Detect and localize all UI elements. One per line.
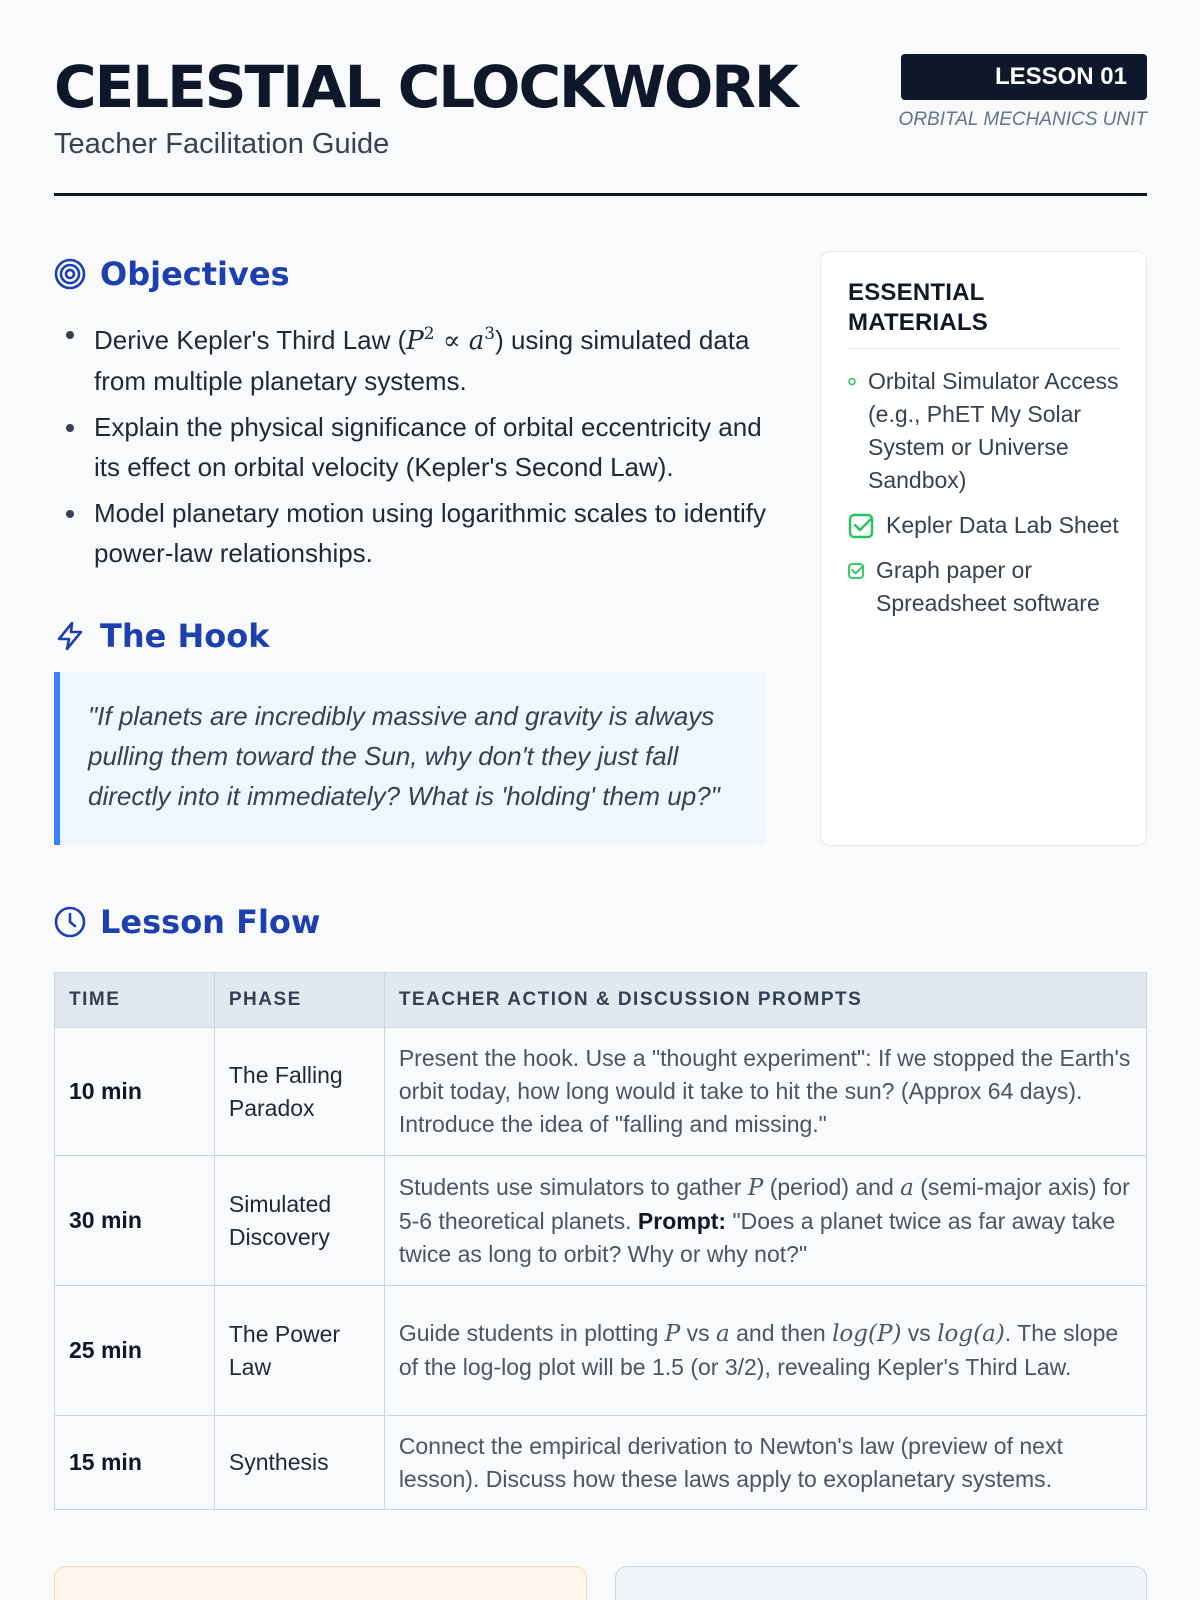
unit-label: ORBITAL MECHANICS UNIT	[898, 109, 1147, 130]
list-item	[848, 554, 1120, 620]
list-item	[848, 509, 1120, 542]
list-item: Explain the physical significance of orbital eccentricity and its effect on orbital velocity (Kepler's Second Law).	[54, 407, 774, 487]
small-circle-icon	[848, 365, 858, 398]
page-title: CELESTIAL CLOCKWORK	[54, 53, 797, 121]
time-cell: 30 min	[55, 1156, 215, 1286]
lesson-badge: LESSON 01	[901, 54, 1147, 100]
lightning-icon	[54, 620, 86, 652]
material-label: Orbital Simulator Access (e.g., PhET My Solar System or Universe Sandbox)	[868, 368, 1119, 493]
page-header	[54, 0, 1147, 196]
list-item	[848, 365, 1120, 497]
page-subtitle: Teacher Facilitation Guide	[54, 128, 390, 160]
column-header-phase: PHASE	[214, 973, 384, 1028]
materials-title: ESSENTIAL MATERIALS	[848, 278, 1120, 349]
action-cell: Students use simulators to gather P (period) and a (semi-major axis) for 5-6 theoretical planets. Prompt: "Does a planet twice as far away take twice as long to orbit? Why or why not?"	[384, 1156, 1146, 1286]
bottom-card-right	[615, 1566, 1147, 1600]
phase-cell: Synthesis	[214, 1416, 384, 1510]
action-cell: Guide students in plotting P vs a and then log(P) vs log(a). The slope of the log-log plot will be 1.5 (or 3/2), revealing Kepler's Third Law.	[384, 1286, 1146, 1416]
hook-quote: "If planets are incredibly massive and gravity is always pulling them toward the Sun, why don't they just fall directly into it immediately? What is 'holding' them up?"	[88, 701, 720, 811]
objectives-heading	[54, 254, 290, 294]
clock-icon	[54, 906, 86, 938]
time-cell: 10 min	[55, 1028, 215, 1156]
time-cell: 25 min	[55, 1286, 215, 1416]
lesson-flow-heading	[54, 902, 320, 942]
phase-cell: The Falling Paradox	[214, 1028, 384, 1156]
bottom-card-left	[54, 1566, 587, 1600]
material-label: Graph paper or Spreadsheet software	[876, 557, 1100, 616]
hook-heading	[54, 616, 269, 656]
objective-text: Derive Kepler's Third Law (	[94, 325, 407, 355]
table-row	[55, 1156, 1147, 1286]
lesson-flow-title: Lesson Flow	[100, 903, 321, 941]
phase-cell: The Power Law	[214, 1286, 384, 1416]
action-cell: Present the hook. Use a "thought experiment": If we stopped the Earth's orbit today, how long would it take to hit the sun? (Approx 64 days). Introduce the idea of "falling and missing."	[384, 1028, 1146, 1156]
table-row	[55, 1416, 1147, 1510]
list-item: Model planetary motion using logarithmic scales to identify power-law relationships.	[54, 493, 774, 573]
phase-cell: Simulated Discovery	[214, 1156, 384, 1286]
target-icon	[54, 258, 86, 290]
table-row	[55, 1286, 1147, 1416]
materials-list	[848, 365, 1120, 620]
objective-text: ) using simulated data from multiple planetary systems.	[94, 325, 750, 396]
table-header-row	[55, 973, 1147, 1028]
table-row	[55, 1028, 1147, 1156]
column-header-action: TEACHER ACTION & DISCUSSION PROMPTS	[384, 973, 1146, 1028]
time-cell: 15 min	[55, 1416, 215, 1510]
column-header-time: TIME	[55, 973, 215, 1028]
guide-page	[54, 0, 1147, 1492]
objectives-title: Objectives	[100, 255, 290, 293]
lesson-flow-table	[54, 972, 1147, 1510]
hook-quote-box	[54, 672, 765, 845]
material-label: Kepler Data Lab Sheet	[886, 512, 1119, 538]
list-item	[54, 314, 774, 401]
objectives-list	[54, 314, 774, 579]
check-square-icon	[848, 509, 876, 542]
check-square-small-icon	[848, 554, 866, 587]
hook-title: The Hook	[100, 617, 270, 655]
materials-card	[820, 251, 1147, 846]
action-cell: Connect the empirical derivation to Newton's law (preview of next lesson). Discuss how these laws apply to exoplanetary systems.	[384, 1416, 1146, 1510]
kepler-formula: $P^2 \propto a^3$	[406, 324, 496, 356]
